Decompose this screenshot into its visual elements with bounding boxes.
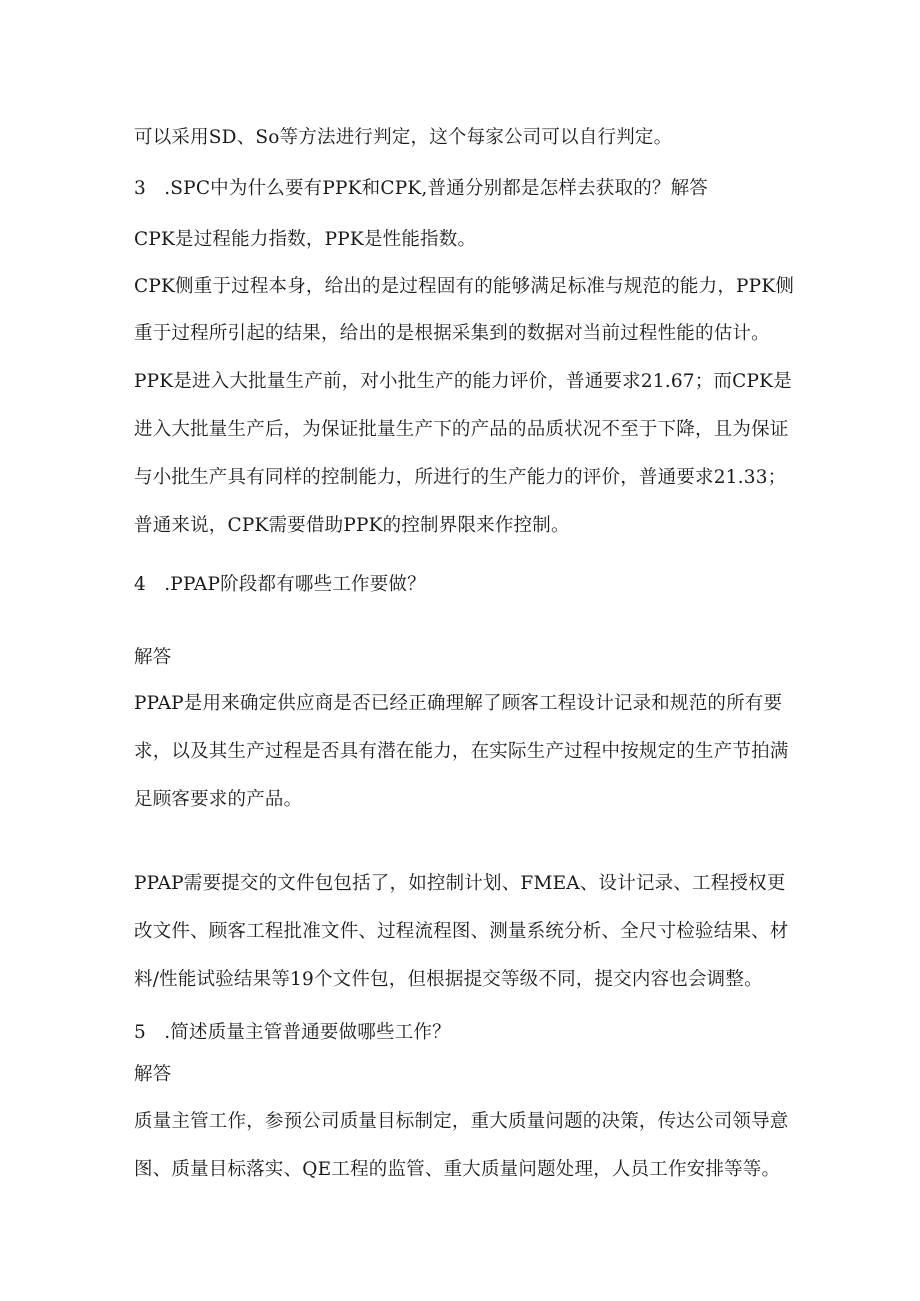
question-heading: 4 .PPAP阶段都有哪些工作要做？ — [134, 574, 426, 595]
text-line: 足顾客要求的产品。 — [134, 789, 303, 810]
text-line: 重于过程所引起的结果，给出的是根据采集到的数据对当前过程性能的估计。 — [134, 323, 770, 344]
text-line: 可以采用SD、So等方法进行判定，这个每家公司可以自行判定。 — [134, 127, 673, 148]
question-heading: 5 .简述质量主管普通要做哪些工作？ — [134, 1022, 451, 1043]
text-line: 质量主管工作，参预公司质量目标制定，重大质量问题的决策，传达公司领导意 — [134, 1111, 789, 1132]
text-line: PPAP是用来确定供应商是否已经正确理解了顾客工程设计记录和规范的所有要 — [134, 693, 783, 714]
text-line: CPK是过程能力指数，PPK是性能指数。 — [134, 229, 477, 250]
text-line: 普通来说，CPK需要借助PPK的控制界限来作控制。 — [134, 515, 570, 536]
text-line: 与小批生产具有同样的控制能力，所进行的生产能力的评价，普通要求21.33； — [134, 467, 787, 488]
text-line: 料/性能试验结果等19个文件包，但根据提交等级不同，提交内容也会调整。 — [134, 969, 763, 990]
text-line: CPK侧重于过程本身，给出的是过程固有的能够满足标准与规范的能力，PPK侧 — [134, 276, 795, 297]
text-line: 求，以及其生产过程是否具有潜在能力，在实际生产过程中按规定的生产节拍满 — [134, 741, 789, 762]
text-line: 进入大批量生产后，为保证批量生产下的产品的品质状况不至于下降，且为保证 — [134, 419, 789, 440]
answer-label: 解答 — [134, 1064, 172, 1085]
answer-label: 解答 — [134, 647, 172, 668]
question-heading: 3 .SPC中为什么要有PPK和CPK,普通分别都是怎样去获取的？解答 — [134, 178, 708, 199]
text-line: 图、质量目标落实、QE工程的监管、重大质量问题处理，人员工作安排等等。 — [134, 1159, 781, 1180]
text-line: PPAP需要提交的文件包包括了，如控制计划、FMEA、设计记录、工程授权更 — [134, 873, 786, 894]
text-line: PPK是进入大批量生产前，对小批生产的能力评价，普通要求21.67；而CPK是 — [134, 371, 792, 392]
text-line: 改文件、顾客工程批准文件、过程流程图、测量系统分析、全尺寸检验结果、材 — [134, 921, 789, 942]
